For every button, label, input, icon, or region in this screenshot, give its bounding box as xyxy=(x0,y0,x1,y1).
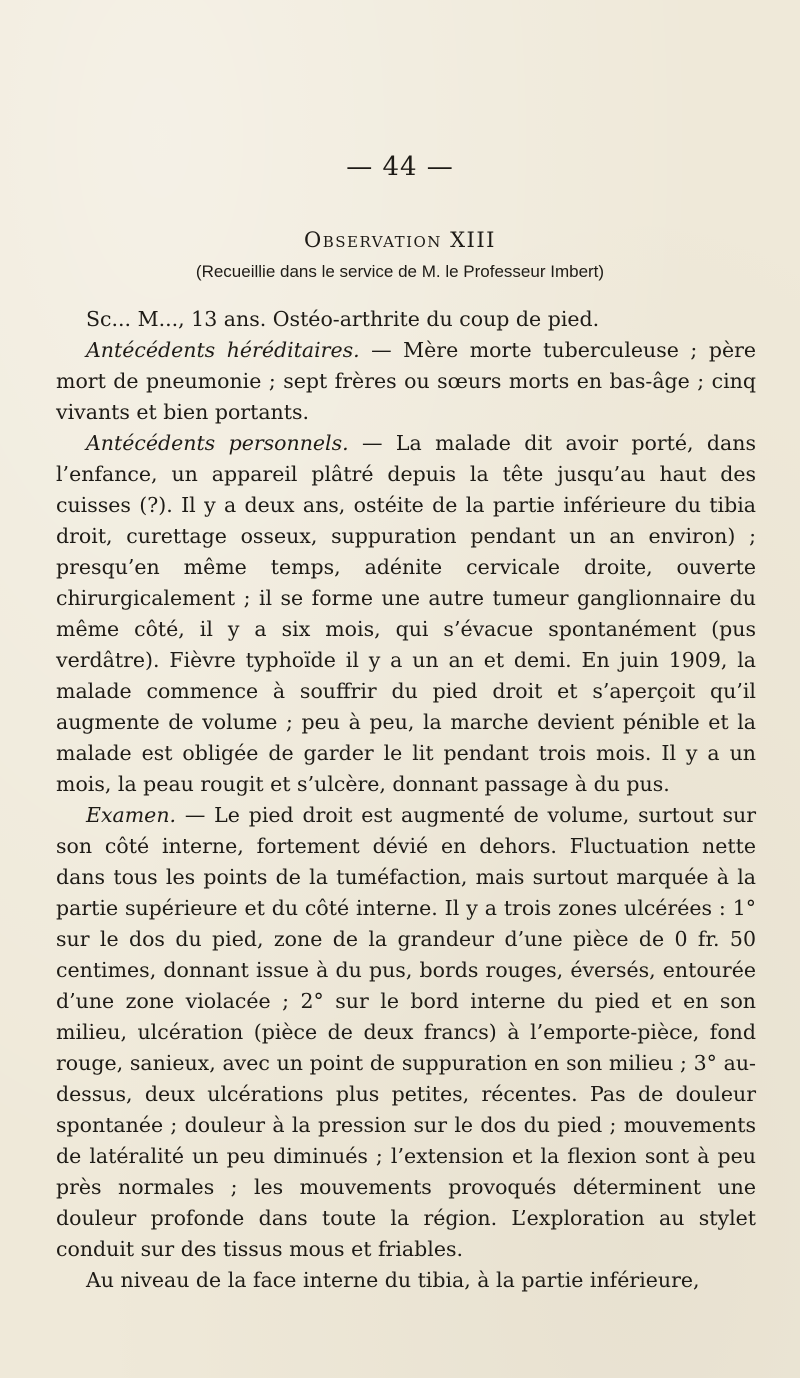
patient-line xyxy=(56,304,756,335)
paragraph-text: Au niveau de la face interne du tibia, à la partie inférieure, xyxy=(86,1268,700,1292)
body-text xyxy=(56,304,756,1296)
paragraph-text: — Mère morte tuberculeuse ; père mort de pneumonie ; sept frères ou sœurs morts en bas-âge ; cinq vivants et bien portants. xyxy=(56,338,757,424)
personal-history-paragraph xyxy=(56,428,756,800)
examination-paragraph xyxy=(56,800,756,1265)
observation-subtitle: (Recueillie dans le service de M. le Professeur Imbert) xyxy=(195,262,605,281)
paragraph-text: — Le pied droit est augmenté de volume, surtout sur son côté interne, fortement dévié en dehors. Fluctuation nette dans tous les points de la tuméfaction, mais surtout marquée à la partie supérieure et du côté interne. Il y a trois zones ulcérées : 1° sur le dos du pied, zone de la grandeur d’une pièce de 0 fr. 50 centimes, donnant issue à du pus, bords rouges, éversés, entourée d’une zone violacée ; 2° sur le bord interne du pied et en son milieu, ulcération (pièce de deux francs) à l’emporte-pièce, fond rouge, sanieux, avec un point de suppuration en son milieu ; 3° au-dessus, deux ulcérations plus petites, récentes. Pas de douleur spontanée ; douleur à la pression sur le dos du pied ; mouvements de latéralité un peu diminués ; l’extension et la flexion sont à peu près normales ; les mouvements provoqués déterminent une douleur profonde dans toute la région. L’exploration au stylet conduit sur des tissus mous et friables. xyxy=(56,803,756,1261)
continuation-paragraph xyxy=(56,1265,756,1296)
observation-title: Observation XIII xyxy=(304,228,496,252)
paragraph-heading: Examen. xyxy=(86,803,177,827)
paragraph-text: Sc... M..., 13 ans. Ostéo-arthrite du coup de pied. xyxy=(86,307,600,331)
hereditary-paragraph xyxy=(56,335,756,428)
paragraph-heading: Antécédents héréditaires. xyxy=(86,338,360,362)
page-number: — 44 — xyxy=(346,152,454,182)
paragraph-text: — La malade dit avoir porté, dans l’enfance, un appareil plâtré depuis la tête jusqu’au haut des cuisses (?). Il y a deux ans, ostéite de la partie inférieure du tibia droit, curettage osseux, suppuration pendant un an environ) ; presqu’en même temps, adénite cervicale droite, ouverte chirurgicalement ; il se forme une autre tumeur ganglionnaire du même côté, il y a six mois, qui s’évacue spontanément (pus verdâtre). Fièvre typhoïde il y a un an et demi. En juin 1909, la malade commence à souffrir du pied droit et s’aperçoit qu’il augmente de volume ; peu à peu, la marche devient pénible et la malade est obligée de garder le lit pendant trois mois. Il y a un mois, la peau rougit et s’ulcère, donnant passage à du pus. xyxy=(56,431,756,796)
paragraph-heading: Antécédents personnels. xyxy=(86,431,349,455)
